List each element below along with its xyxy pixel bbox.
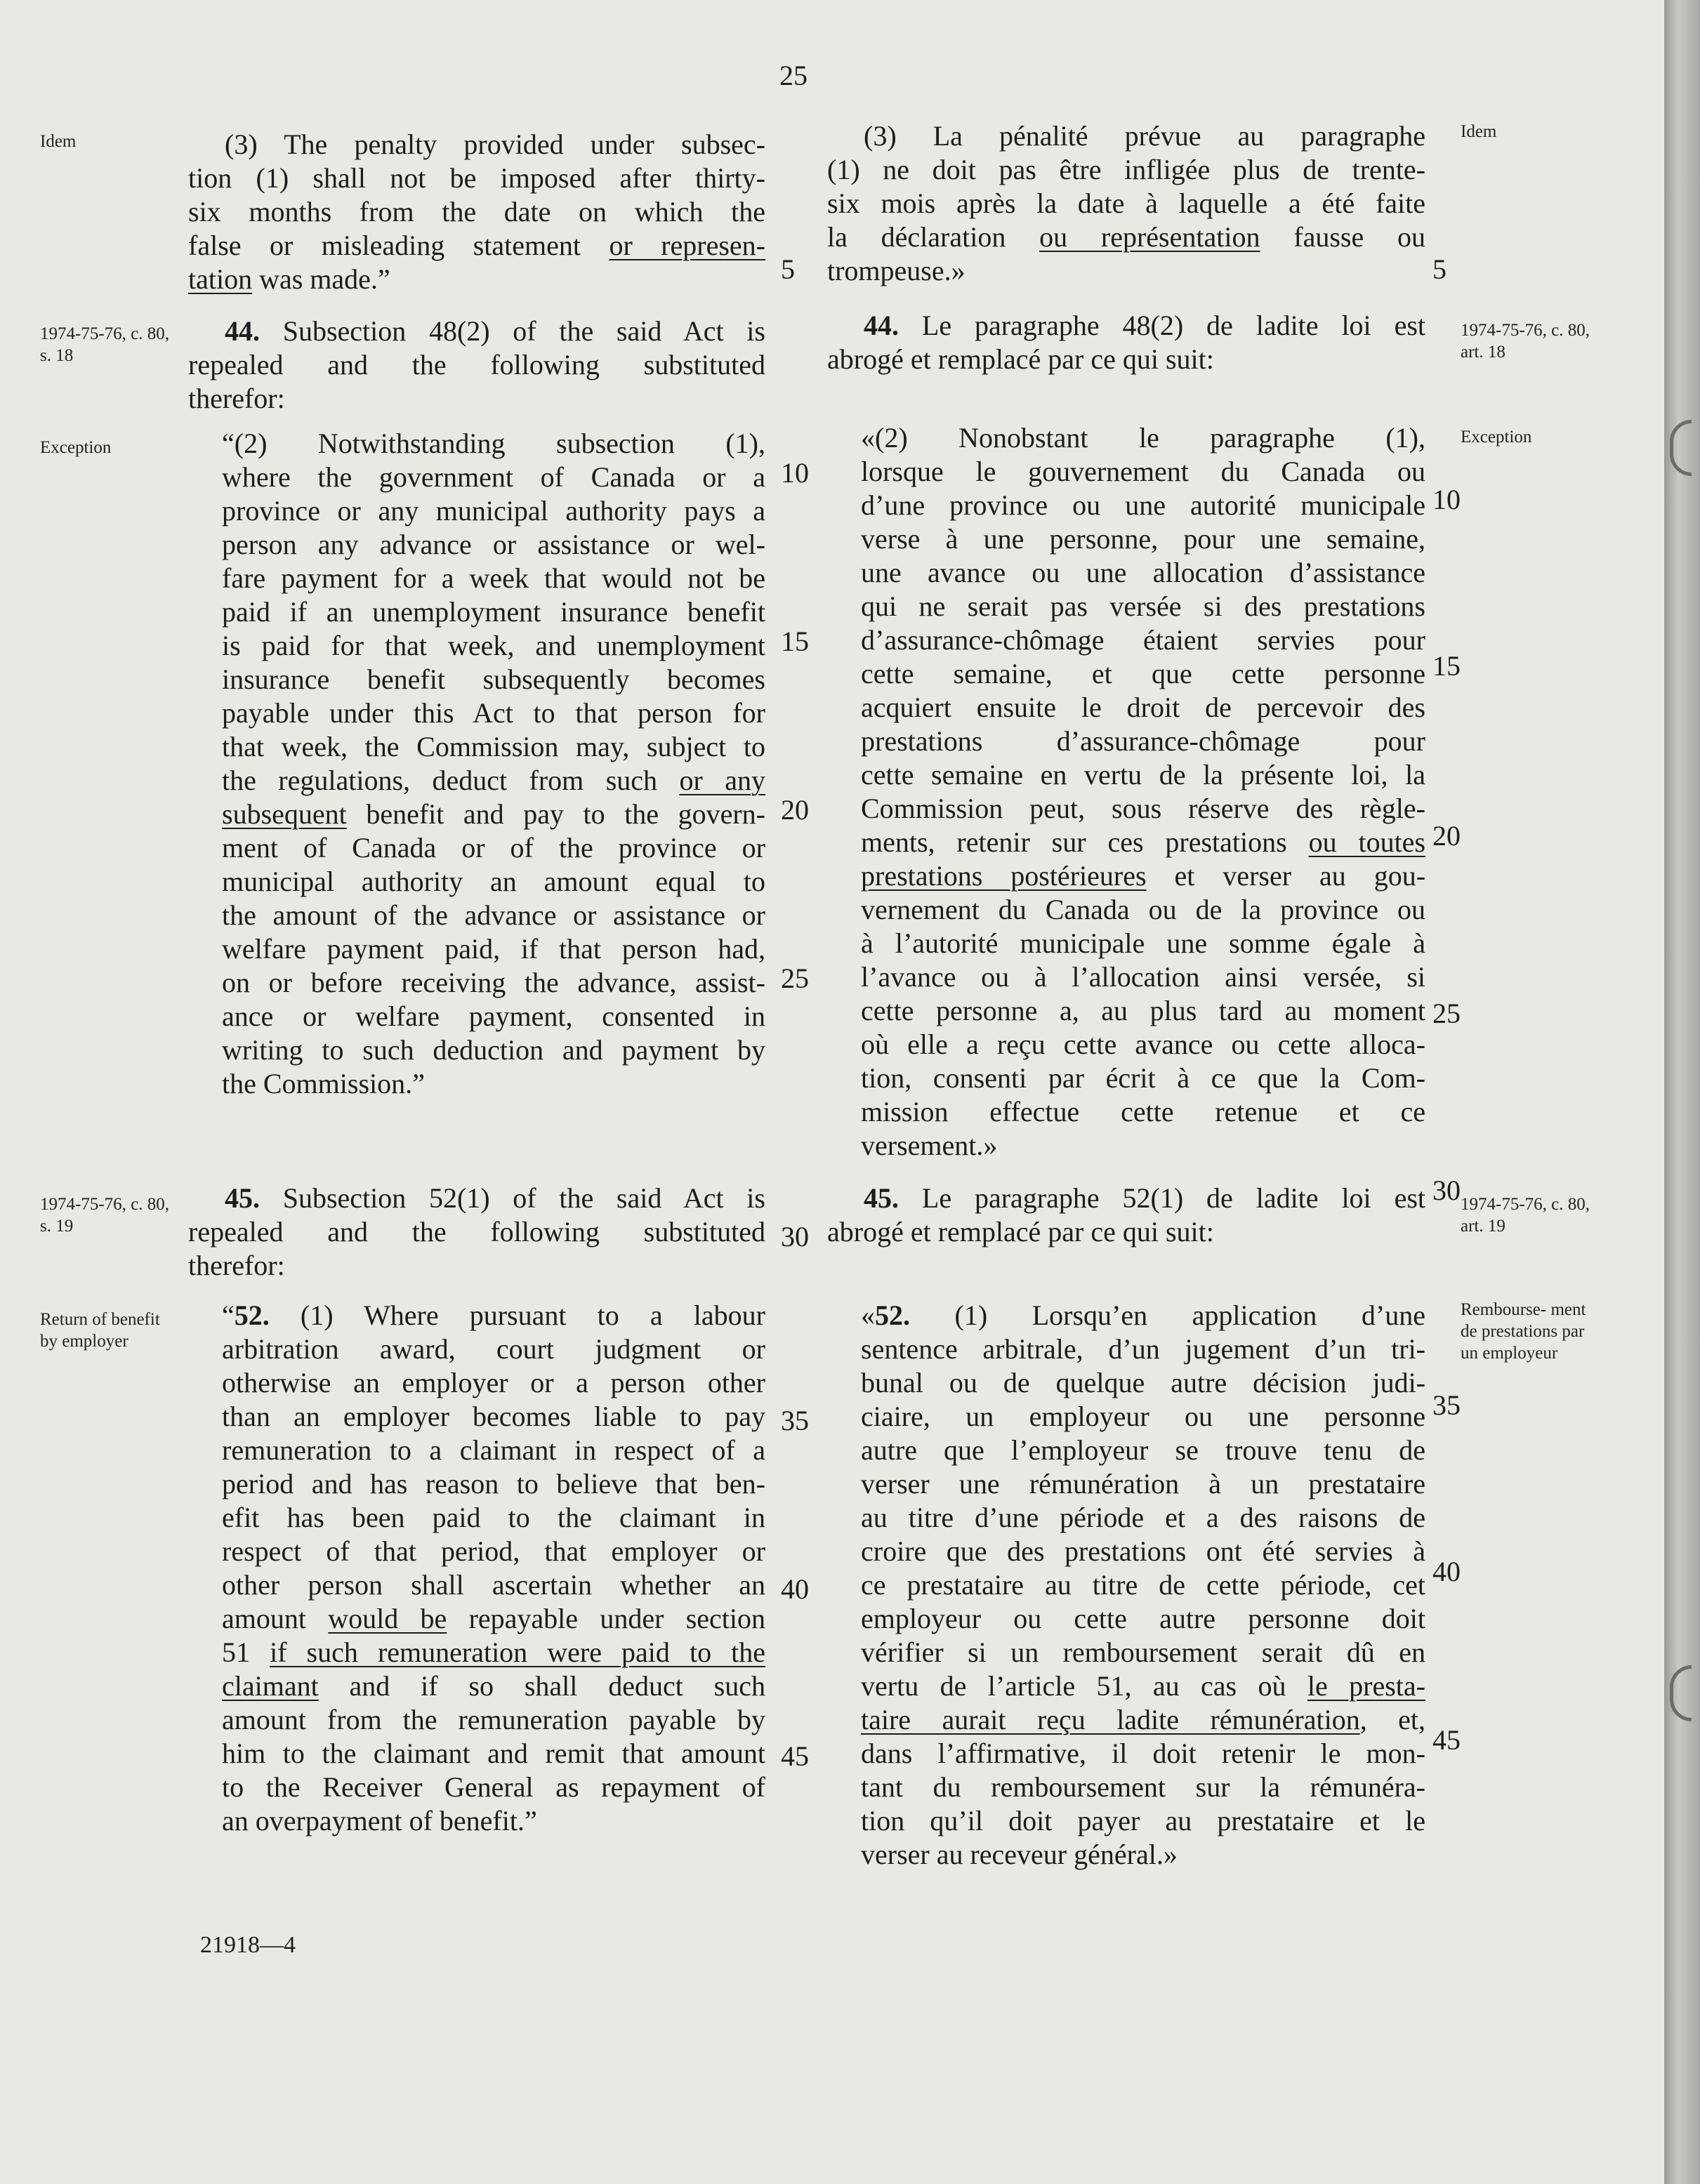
line-number: 5 — [1432, 253, 1447, 285]
line-number: 30 — [781, 1221, 809, 1252]
text-line: ce prestataire au titre de cette période, cet — [861, 1569, 1425, 1601]
line-number: 15 — [781, 626, 809, 657]
text-line: arbitration award, court judgment or — [222, 1333, 765, 1365]
text-line: verse à une personne, pour une semaine, — [861, 523, 1425, 555]
underlined-amendment: tation — [188, 263, 253, 295]
text-line: abrogé et remplacé par ce qui suit: — [827, 343, 1214, 375]
underlined-amendment: or any — [679, 765, 765, 796]
text-line: cette semaine, et que cette personne — [861, 658, 1425, 689]
text-line: where the government of Canada or a — [222, 461, 765, 493]
underlined-amendment: le presta- — [1307, 1670, 1425, 1702]
page-number: 25 — [779, 60, 808, 91]
text-line: respect of that period, that employer or — [222, 1535, 765, 1567]
text-line: (1) ne doit pas être infligée plus de trente- — [827, 154, 1425, 185]
text-line: sentence arbitrale, d’un jugement d’un tri- — [861, 1333, 1425, 1365]
text-line: «(2) Nonobstant le paragraphe (1), — [861, 422, 1425, 454]
text-segment: Subsection 52(1) of the said Act is — [260, 1182, 765, 1214]
section-number: 45. — [864, 1182, 899, 1214]
text-line: is paid for that week, and unemployment — [222, 630, 765, 661]
section-number: 44. — [225, 315, 260, 347]
text-line: vérifier si un remboursement serait dû en — [861, 1636, 1425, 1668]
text-line — [827, 859, 1425, 893]
margin-note: 1974-75-76, c. 80, s. 19 — [40, 1195, 169, 1236]
text-line: tion, consenti par écrit à ce que la Com- — [861, 1062, 1425, 1094]
text-line: cette semaine en vertu de la présente loi, la — [861, 759, 1425, 790]
text-line: payable under this Act to that person for — [222, 697, 765, 729]
margin-note: Idem — [1461, 122, 1497, 141]
text-line — [188, 1636, 765, 1669]
text-line: writing to such deduction and payment by — [222, 1034, 765, 1066]
text-segment: amount — [222, 1603, 329, 1634]
line-number: 5 — [781, 253, 795, 285]
text-segment: (1) Lorsqu’en application d’une — [910, 1299, 1425, 1331]
line-number: 35 — [1432, 1389, 1461, 1421]
text-line: bunal ou de quelque autre décision judi- — [861, 1367, 1425, 1398]
text-line: to the Receiver General as repayment of — [222, 1771, 765, 1803]
text-line: welfare payment paid, if that person had, — [222, 933, 765, 965]
text-line: the amount of the advance or assistance or — [222, 899, 765, 931]
text-line — [188, 1602, 765, 1636]
underlined-amendment: would be — [328, 1603, 447, 1634]
underlined-amendment: ou toutes — [1308, 826, 1426, 858]
line-number: 20 — [1432, 820, 1461, 852]
text-segment: benefit and pay to the govern- — [346, 798, 765, 830]
english-paragraph — [188, 1299, 765, 1838]
text-line: municipal authority an amount equal to — [222, 866, 765, 897]
text-line — [827, 1299, 1425, 1332]
text-line — [827, 826, 1425, 859]
text-line: ance or welfare payment, consented in — [222, 1000, 765, 1032]
line-number: 40 — [781, 1573, 809, 1605]
text-line: prestations d’assurance-chômage pour — [861, 725, 1425, 757]
margin-note: Exception — [1461, 428, 1532, 446]
underlined-amendment: or represen- — [609, 230, 765, 261]
margin-note: Idem — [40, 132, 77, 151]
english-paragraph — [188, 427, 765, 1101]
line-number: 35 — [781, 1405, 809, 1436]
text-line: tant du remboursement sur la rémunéra- — [861, 1771, 1425, 1803]
text-line — [188, 764, 765, 798]
text-line: ciaire, un employeur ou une personne — [861, 1401, 1425, 1432]
text-line: ment of Canada or of the province or — [222, 832, 765, 863]
line-number: 20 — [781, 794, 809, 826]
text-segment: et verser au gou- — [1146, 860, 1426, 892]
french-paragraph — [827, 1182, 1425, 1249]
underlined-amendment: ou représentation — [1039, 221, 1260, 253]
text-line: six mois après la date à laquelle a été faite — [827, 187, 1425, 219]
text-segment: 51 — [222, 1636, 270, 1668]
text-line — [188, 315, 765, 348]
text-line — [188, 229, 765, 263]
french-paragraph — [827, 309, 1425, 376]
text-line — [188, 798, 765, 831]
text-segment: ments, retenir sur ces prestations — [861, 826, 1309, 858]
text-line: six months from the date on which the — [188, 196, 765, 227]
text-line — [188, 1299, 765, 1332]
text-line: therefor: — [188, 383, 285, 414]
text-line: remuneration to a claimant in respect of a — [222, 1434, 765, 1466]
text-line: insurance benefit subsequently becomes — [222, 663, 765, 695]
text-segment: , et, — [1359, 1704, 1425, 1735]
text-line: acquiert ensuite le droit de percevoir des — [861, 691, 1425, 723]
line-number: 30 — [1432, 1174, 1461, 1206]
margin-note: 1974-75-76, c. 80, art. 19 — [1461, 1195, 1590, 1236]
line-number: 15 — [1432, 650, 1461, 682]
margin-note: 1974-75-76, c. 80, s. 18 — [40, 324, 169, 365]
text-segment: the regulations, deduct from such — [222, 765, 680, 796]
english-paragraph — [188, 315, 765, 416]
text-line: l’avance ou à l’allocation ainsi versée, si — [861, 961, 1425, 993]
text-line: où elle a reçu cette avance ou cette alloca- — [861, 1028, 1425, 1060]
text-line: person any advance or assistance or wel- — [222, 529, 765, 560]
text-segment: la déclaration — [827, 221, 1040, 253]
margin-note: 1974-75-76, c. 80, art. 18 — [1461, 321, 1590, 362]
text-segment: was made.” — [252, 263, 390, 295]
line-number: 25 — [781, 962, 809, 994]
margin-note: Return of benefit by employer — [40, 1310, 160, 1351]
text-line: dans l’affirmative, il doit retenir le mon- — [861, 1738, 1425, 1769]
text-line — [188, 1182, 765, 1215]
text-line: Commission peut, sous réserve des règle- — [861, 793, 1425, 824]
line-number: 40 — [1432, 1556, 1461, 1587]
text-line: cette personne a, au plus tard au moment — [861, 995, 1425, 1026]
text-segment: fausse ou — [1260, 221, 1426, 253]
text-segment: repayable under section — [447, 1603, 765, 1634]
text-line: period and has reason to believe that ben- — [222, 1468, 765, 1500]
text-line: therefor: — [188, 1250, 285, 1281]
section-number: 44. — [864, 310, 899, 341]
text-line: verser au receveur général.» — [861, 1839, 1178, 1870]
text-line: an overpayment of benefit.” — [222, 1805, 537, 1836]
text-line: that week, the Commission may, subject to — [222, 731, 765, 762]
text-line: d’assurance-chômage étaient servies pour — [861, 624, 1425, 656]
text-line: amount from the remuneration payable by — [222, 1704, 765, 1735]
text-line — [827, 1669, 1425, 1703]
margin-note: Exception — [40, 438, 112, 457]
line-number: 45 — [781, 1740, 809, 1772]
section-number: 45. — [225, 1182, 260, 1214]
line-number: 25 — [1432, 998, 1461, 1029]
text-line: à l’autorité municipale une somme égale à — [861, 927, 1425, 959]
footer-code: 21918—4 — [200, 1932, 296, 1958]
section-number: 52. — [875, 1299, 910, 1331]
line-number: 10 — [781, 457, 809, 489]
text-line: the Commission.” — [222, 1068, 425, 1099]
text-line: repealed and the following substituted — [188, 349, 765, 380]
text-line: au titre d’une période et a des raisons de — [861, 1502, 1425, 1533]
text-line — [827, 220, 1425, 254]
text-line: (3) La pénalité prévue au paragraphe — [864, 120, 1425, 152]
underlined-amendment: subsequent — [222, 798, 347, 830]
french-paragraph — [827, 1299, 1425, 1872]
text-line: trompeuse.» — [827, 255, 966, 286]
text-segment: and if so shall deduct such — [318, 1670, 765, 1702]
text-segment: false or misleading statement — [188, 230, 610, 261]
page-edge — [1664, 0, 1700, 2184]
text-line: province or any municipal authority pays a — [222, 495, 765, 527]
french-paragraph — [827, 421, 1425, 1163]
text-line: mission effectue cette retenue et ce — [861, 1096, 1425, 1127]
text-line — [827, 1703, 1425, 1737]
underlined-amendment: taire aurait reçu ladite rémunération — [861, 1704, 1360, 1735]
text-line: d’une province ou une autorité municipale — [861, 489, 1425, 521]
line-number: 45 — [1432, 1724, 1461, 1756]
text-line: paid if an unemployment insurance benefit — [222, 596, 765, 628]
text-line: fare payment for a week that would not be — [222, 562, 765, 594]
text-line: efit has been paid to the claimant in — [222, 1502, 765, 1533]
text-line: otherwise an employer or a person other — [222, 1367, 765, 1398]
text-line: other person shall ascertain whether an — [222, 1569, 765, 1601]
text-line: autre que l’employeur se trouve tenu de — [861, 1434, 1425, 1466]
french-paragraph — [827, 119, 1425, 288]
text-line: repealed and the following substituted — [188, 1216, 765, 1247]
text-line — [827, 309, 1425, 343]
text-line: employeur ou cette autre personne doit — [861, 1603, 1425, 1634]
text-line — [188, 263, 765, 296]
text-line: croire que des prestations ont été servies à — [861, 1535, 1425, 1567]
line-number: 10 — [1432, 484, 1461, 515]
text-line: une avance ou une allocation d’assistance — [861, 557, 1425, 588]
text-line: him to the claimant and remit that amount — [222, 1738, 765, 1769]
text-line: than an employer becomes liable to pay — [222, 1401, 765, 1432]
text-line: vernement du Canada ou de la province ou — [861, 894, 1425, 925]
english-paragraph — [188, 1182, 765, 1283]
text-line: on or before receiving the advance, assist- — [222, 967, 765, 998]
text-line — [188, 1669, 765, 1703]
text-segment: Subsection 48(2) of the said Act is — [260, 315, 765, 347]
text-line: (3) The penalty provided under subsec- — [225, 128, 765, 160]
underlined-amendment: if such remuneration were paid to the — [270, 1636, 765, 1668]
text-line: lorsque le gouvernement du Canada ou — [861, 456, 1425, 487]
text-line: qui ne serait pas versée si des prestations — [861, 590, 1425, 622]
text-line — [827, 1182, 1425, 1215]
text-line: “(2) Notwithstanding subsection (1), — [222, 428, 765, 459]
text-segment: « — [861, 1299, 875, 1331]
text-segment: (1) Where pursuant to a labour — [269, 1299, 765, 1331]
underlined-amendment: claimant — [222, 1670, 319, 1702]
english-paragraph — [188, 128, 765, 296]
text-line: tion (1) shall not be imposed after thirty- — [188, 162, 765, 194]
text-segment: “ — [222, 1299, 235, 1331]
text-segment: Le paragraphe 48(2) de ladite loi est — [899, 310, 1425, 341]
text-line: versement.» — [861, 1130, 998, 1161]
margin-note: Rembourse- ment de prestations par un employeur — [1461, 1300, 1586, 1363]
text-segment: Le paragraphe 52(1) de ladite loi est — [899, 1182, 1425, 1214]
text-line: verser une rémunération à un prestataire — [861, 1468, 1425, 1500]
text-segment: vertu de l’article 51, au cas où — [861, 1670, 1307, 1702]
text-line: abrogé et remplacé par ce qui suit: — [827, 1216, 1214, 1247]
text-line: tion qu’il doit payer au prestataire et le — [861, 1805, 1425, 1836]
section-number: 52. — [234, 1299, 270, 1331]
underlined-amendment: prestations postérieures — [861, 860, 1147, 892]
